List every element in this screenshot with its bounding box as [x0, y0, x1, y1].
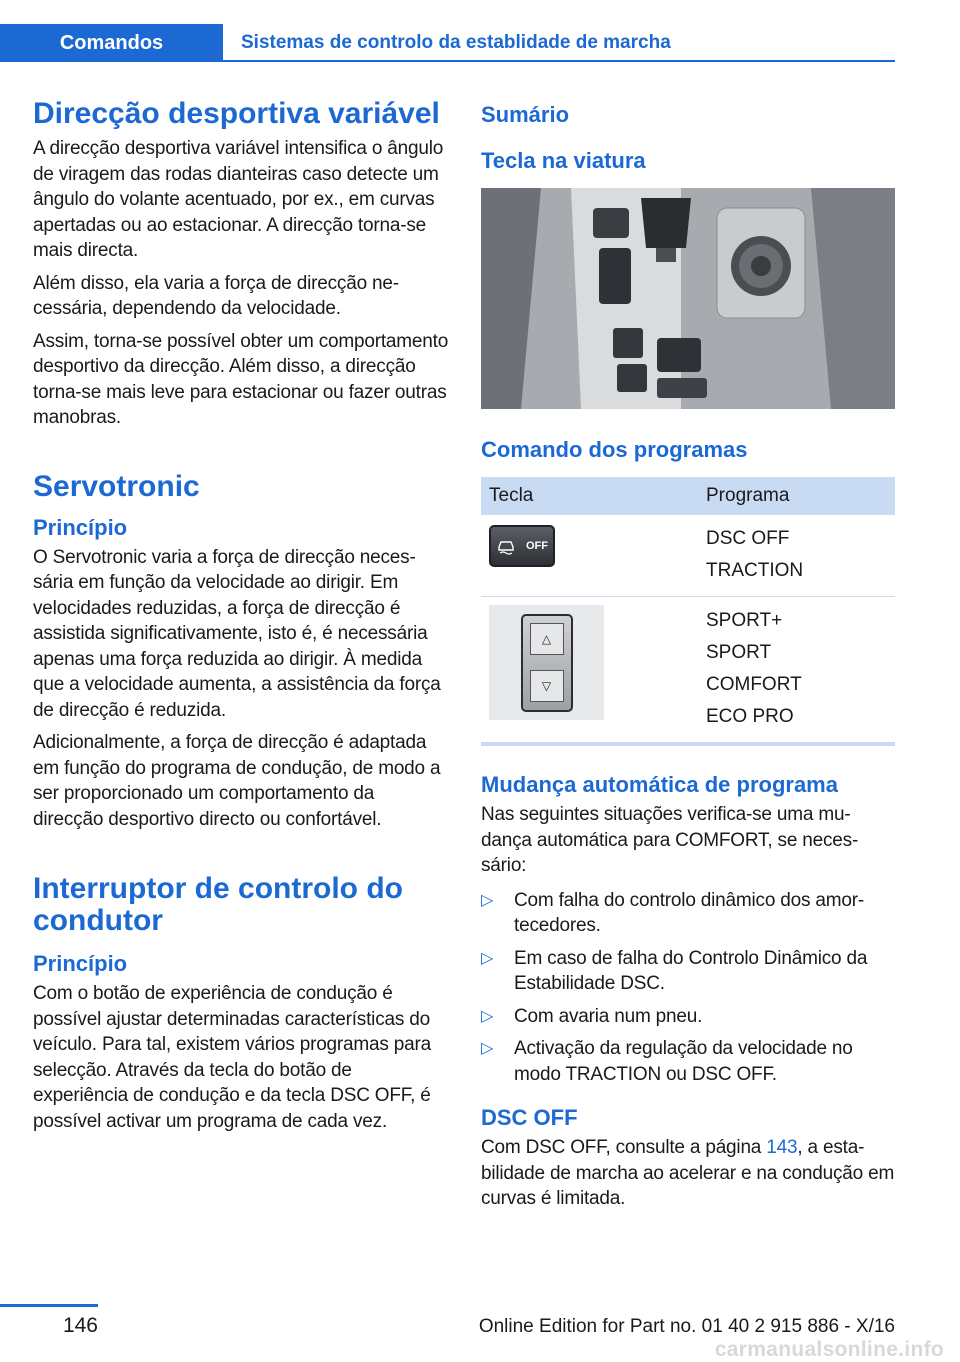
dsc-off-label: OFF — [526, 540, 548, 552]
heading-tecla-viatura: Tecla na viatura — [481, 148, 646, 173]
paragraph: Além disso, ela varia a força de direcção necessária, dependendo da velocidade. — [33, 272, 400, 319]
paragraph: O Servotronic varia a força de direcção necessária em função da velocidade ao dirigir. Em velocidades reduzidas, a força de direcção é assistida significativamente, isto é, é necessária apenas uma força reduzida ao dirigir. À medida que a velocidade aumenta, a assistência da força de direcção é reduzida. — [33, 546, 441, 721]
triangle-right-icon: ▷ — [481, 1040, 494, 1057]
bullet-list — [481, 888, 895, 1088]
key-cell — [481, 515, 698, 597]
header-rule — [223, 60, 895, 62]
header-bar — [0, 24, 895, 62]
triangle-right-icon: ▷ — [481, 949, 494, 967]
page-link[interactable]: 143 — [766, 1137, 798, 1158]
paragraph: Nas seguintes situações verifica-se uma mudança automática para COMFORT, se necessário: — [481, 804, 859, 876]
program-name: SPORT — [706, 642, 772, 663]
subheading-principio: Princípio — [33, 514, 128, 540]
triangle-right-icon: ▷ — [481, 1007, 494, 1025]
left-column — [33, 98, 449, 1141]
heading-comando-programas: Comando dos programas — [481, 437, 748, 462]
paragraph: Assim, torna-se possível obter um comportamento desportivo da direcção. Além disso, a direcção torna-se mais leve para estacionar ou fazer outras manobras. — [33, 330, 449, 428]
triangle-right-icon: ▷ — [481, 891, 494, 909]
programs-table — [481, 477, 895, 746]
list-item: ▷ Com falha do controlo dinâmico dos amortecedores. — [481, 889, 865, 936]
heading-direccao: Direcção desportiva variável — [33, 97, 440, 130]
subheading-principio: Princípio — [33, 951, 128, 976]
program-name: ECO PRO — [706, 706, 794, 727]
edition-note: Online Edition for Part no. 01 40 2 915 886 - X/16 — [478, 1316, 895, 1337]
column-header-tecla: Tecla — [481, 477, 698, 515]
chapter-title: Sistemas de controlo da establidade de marcha — [241, 32, 671, 53]
paragraph: A direcção desportiva variável intensifica o ângulo de viragem das rodas dianteiras caso detecte um ângulo do volante acentuado, por ex., em curvas apertadas ou ao estacionar. A direcção torna-se mais directa. — [33, 138, 444, 261]
car-skid-icon — [496, 536, 516, 556]
heading-servotronic: Servotronic — [33, 469, 200, 503]
table-row — [481, 515, 895, 597]
list-item: ▷ Em caso de falha do Controlo Dinâmico da Estabilidade DSC. — [481, 947, 868, 994]
triangle-down-icon: ▽ — [530, 670, 564, 702]
right-column — [481, 98, 895, 1219]
table-row — [481, 597, 895, 745]
dsc-off-button-icon — [489, 525, 555, 567]
triangle-up-icon: △ — [530, 623, 564, 655]
heading-dsc-off: DSC OFF — [481, 1105, 578, 1130]
paragraph: Com o botão de experiência de condução é possível ajustar determinadas características do veículo. Para tal, existem vários programas para selecção. Através da tecla do botão de experiência de condução e da tecla DSC OFF, é possível activar um programa de cada vez. — [33, 983, 432, 1132]
program-cell — [698, 515, 895, 597]
watermark: carmanualsonline.info — [714, 1338, 944, 1361]
program-name: SPORT+ — [706, 610, 783, 631]
heading-sumario: Sumário — [481, 102, 570, 127]
program-name: DSC OFF — [706, 528, 790, 549]
footer-rule — [0, 1304, 98, 1307]
program-name: COMFORT — [706, 674, 802, 695]
center-console-photo — [481, 188, 895, 409]
program-cell — [698, 597, 895, 745]
heading-mudanca-automatica: Mudança automática de programa — [481, 772, 838, 797]
list-item: ▷ Activação da regulação da velocidade no modo TRACTION ou DSC OFF. — [481, 1038, 853, 1085]
program-name: TRACTION — [706, 560, 804, 581]
column-header-programa: Programa — [698, 477, 895, 515]
paragraph-dsc-off: Com DSC OFF, consulte a página 143, a estabilidade de marcha ao acelerar e na condução em curvas é limitada. — [481, 1137, 895, 1209]
driving-experience-switch-icon — [489, 605, 604, 720]
paragraph: Adicionalmente, a força de direcção é adaptada em função do programa de condução, de modo a ser proporcionado um comportamento da direcção desportivo directo ou confortável. — [33, 732, 441, 830]
section-tab[interactable]: Comandos — [0, 24, 223, 62]
key-cell — [481, 597, 698, 745]
heading-interruptor: Interruptor de controlo do condutor — [33, 872, 403, 937]
list-item: ▷ Com avaria num pneu. — [481, 1004, 895, 1030]
page-number: 146 — [62, 1314, 98, 1337]
